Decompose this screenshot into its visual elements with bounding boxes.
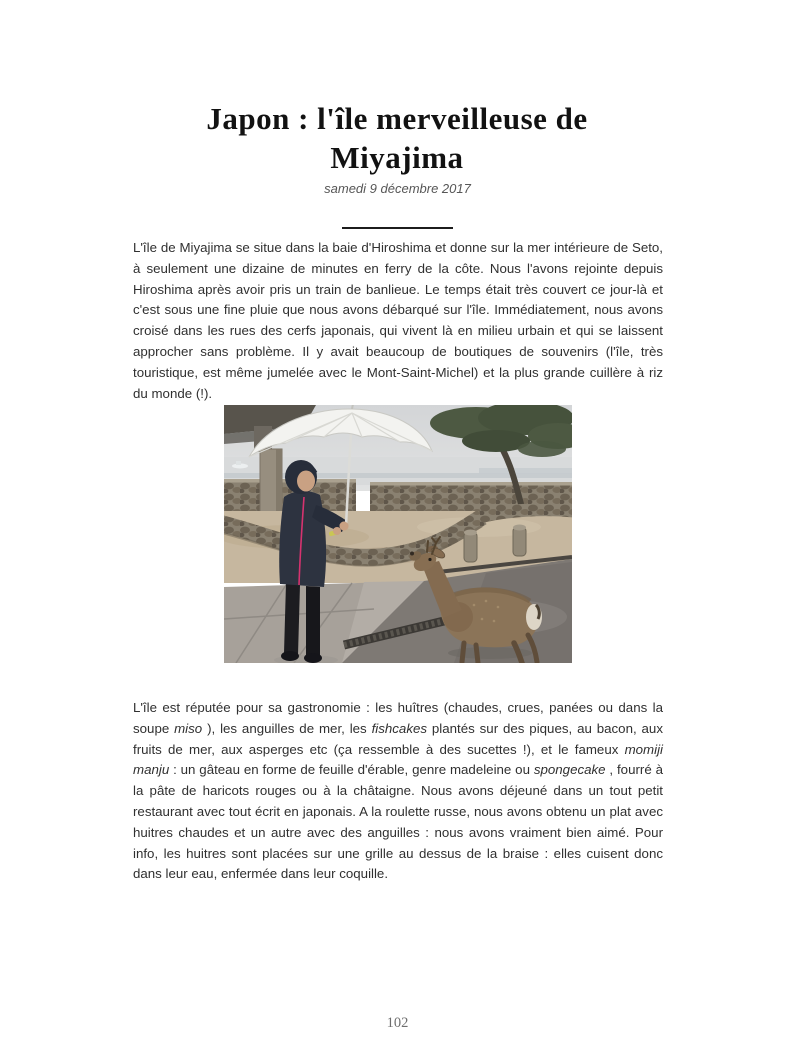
article-date: samedi 9 décembre 2017 <box>324 181 471 196</box>
text-segment: , fourré à la pâte de haricots rouges ou à la châtaigne. Nous avons déjeuné dans un tout petit restaurant avec tout écrit en japonais. A la roulette russe, nous avons obtenu un plat avec huitres chaudes et un autre avec des anguilles : nous avons vraiment bien aimé. Pour info, les huitres sont placées sur une grille au dessus de la braise : elles cuisent donc dans leur eau, enfermée dans leur coquille. <box>133 762 663 882</box>
text-segment: ), les anguilles de mer, les <box>202 720 372 736</box>
text-segment: plantés sur des piques, au bacon, aux fruits de mer, aux asperges etc (ça ressemble à des sucettes !), et le fameux <box>133 720 663 757</box>
photo-illustration <box>224 405 572 663</box>
photo-miyajima <box>224 405 572 663</box>
paragraph-intro: L'île de Miyajima se situe dans la baie d'Hiroshima et donne sur la mer intérieure de Seto, à seulement une dizaine de minutes en ferry de la côte. Nous l'avons rejointe depuis Hiroshima après avoir pris un train de banlieue. Le temps était très couvert ce jour-là et c'est sous une fine pluie que nous avons débarqué sur l'île. Immédiatement, nous avons croisé dans les rues des cerfs japonais, qui vivent là en milieu urbain et qui se laissent approcher sans problème. Il y avait beaucoup de boutiques de souvenirs (l'île, très touristique, est même jumelée avec le Mont-Saint-Michel) et la plus grande cuillère à riz du monde (!). <box>133 240 663 401</box>
page-footer <box>0 1014 795 1032</box>
section-divider <box>342 227 453 229</box>
text-segment: L'île est réputée pour sa gastronomie : les huîtres (chaudes, crues, panées ou dans la soupe <box>133 700 663 736</box>
article-title: Japon : l'île merveilleuse de Miyajima <box>206 101 588 175</box>
stone-pillar <box>260 449 282 519</box>
paragraph-gastronomy <box>133 698 663 885</box>
text-segment-italic: momiji manju <box>133 741 663 778</box>
text-segment-italic: miso <box>174 720 203 736</box>
text-segment-italic: spongecake <box>533 762 606 778</box>
page-number: 102 <box>386 1015 409 1031</box>
text-segment-italic: fishcakes <box>371 720 428 736</box>
text-segment: : un gâteau en forme de feuille d'érable, genre madeleine ou <box>169 762 534 778</box>
